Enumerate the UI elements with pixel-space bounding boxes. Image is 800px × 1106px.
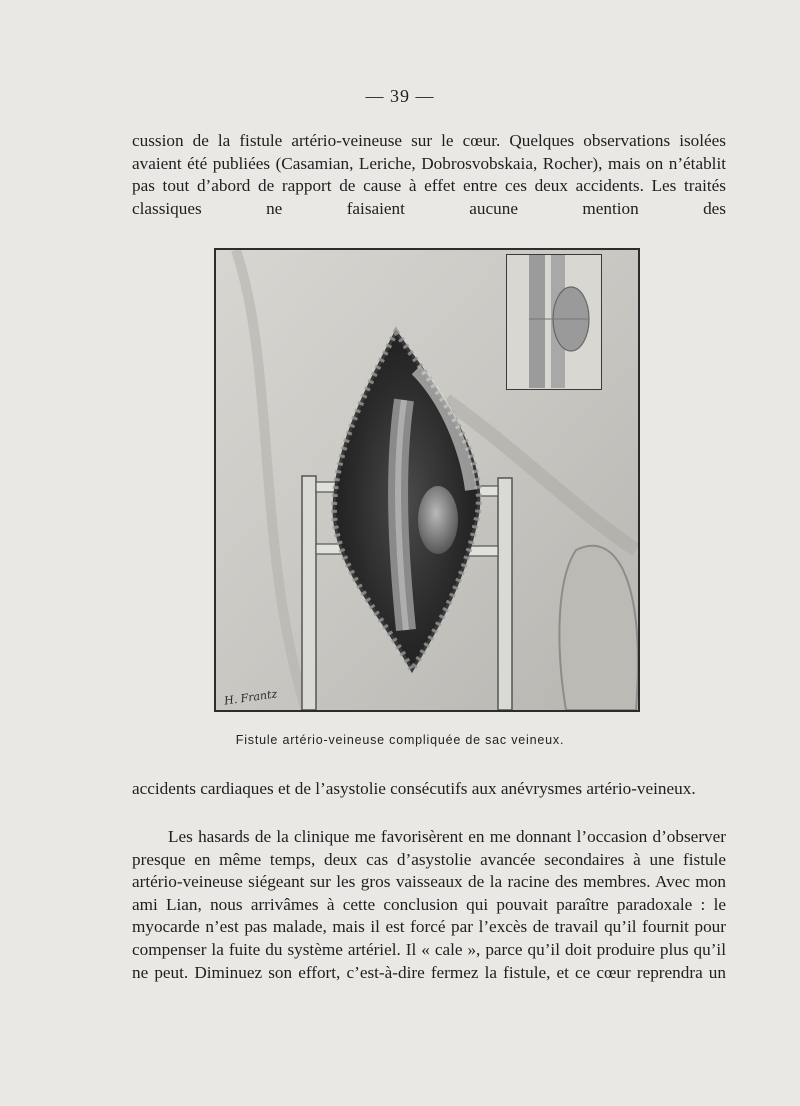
paragraph-continuation: accidents cardiaques et de l’asystolie consécutifs aux anévrysmes artério-veineux. <box>132 779 696 798</box>
paragraph-top: cussion de la fistule artério-veineuse sur le cœur. Quelques observations isolées avaient été publiées (Casamian, Leriche, Dobrosvobskaia, Rocher), mais on n’établit pas tout d’abord de rapport de cause à effet entre ces deux accidents. Les traités classiques ne faisaient aucune mention des <box>132 131 726 218</box>
paragraph-main: Les hasards de la clinique me favorisèrent en me donnant l’occasion d’observer presque en même temps, deux cas d’asystolie avancée secondaires à une fistule artério-veineuse siégeant sur les gros vaisseaux de la racine des membres. Avec mon ami Lian, nous arrivâmes à cette conclusion qui pouvait paraître paradoxale : le myocarde n’est pas malade, mais il est forcé par l’excès de travail qu’il fournit pour compenser la fuite du système artériel. Il « cale », parce qu’il doit produire plus qu’il ne peut. Diminuez son effort, c’est-à-dire fermez la fistule, et ce cœur reprendra un <box>132 827 726 982</box>
artist-signature: H. Frantz <box>223 687 278 708</box>
surgical-illustration <box>214 248 640 712</box>
figure-caption: Fistule artério-veineuse compliquée de sac veineux. <box>235 733 565 747</box>
vessel-inset <box>506 254 602 390</box>
page-number: — 39 — <box>365 86 435 106</box>
